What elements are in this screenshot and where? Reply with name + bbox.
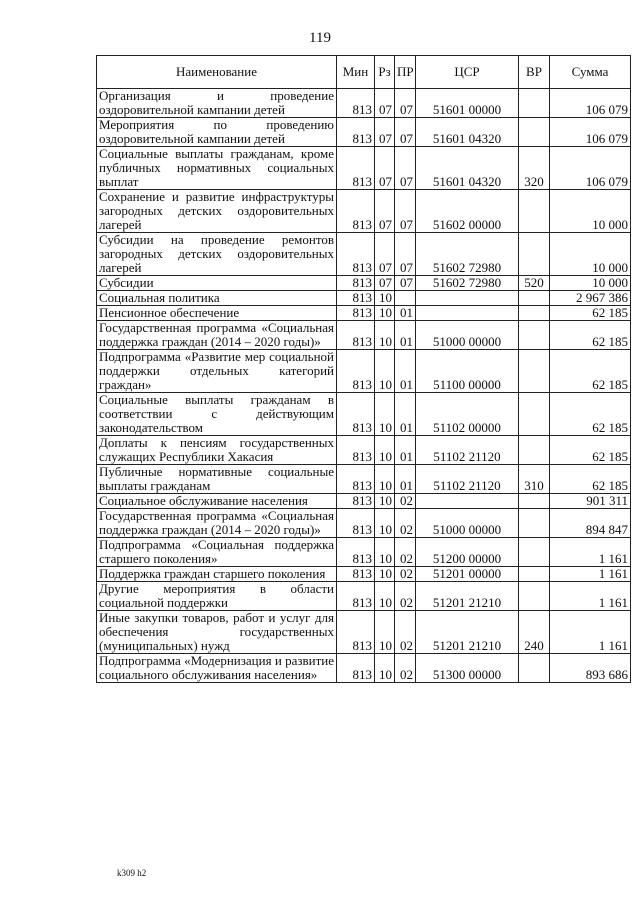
cell-min: 813	[337, 393, 375, 436]
cell-vr: 520	[519, 276, 550, 291]
cell-csr	[416, 494, 519, 509]
cell-min: 813	[337, 654, 375, 683]
cell-pr: 02	[395, 538, 416, 567]
cell-rz: 10	[375, 567, 395, 582]
cell-name: Социальная политика	[97, 291, 337, 306]
cell-rz: 10	[375, 350, 395, 393]
col-header-pr: ПР	[395, 56, 416, 89]
cell-min: 813	[337, 233, 375, 276]
cell-csr: 51601 00000	[416, 89, 519, 118]
cell-pr: 02	[395, 582, 416, 611]
cell-sum: 2 967 386	[550, 291, 631, 306]
cell-min: 813	[337, 118, 375, 147]
cell-sum: 1 161	[550, 582, 631, 611]
cell-rz: 10	[375, 436, 395, 465]
cell-csr: 51601 04320	[416, 147, 519, 190]
cell-name: Социальное обслуживание населения	[97, 494, 337, 509]
cell-vr	[519, 436, 550, 465]
cell-name: Другие мероприятия в области социальной поддержки	[97, 582, 337, 611]
cell-name: Иные закупки товаров, работ и услуг для обеспечения государственных (муниципальных) нужд	[97, 611, 337, 654]
cell-csr: 51102 21120	[416, 465, 519, 494]
cell-pr: 02	[395, 567, 416, 582]
cell-rz: 07	[375, 118, 395, 147]
cell-pr: 02	[395, 494, 416, 509]
cell-csr: 51102 00000	[416, 393, 519, 436]
cell-pr: 07	[395, 89, 416, 118]
col-header-csr: ЦСР	[416, 56, 519, 89]
cell-sum: 1 161	[550, 567, 631, 582]
cell-vr	[519, 393, 550, 436]
cell-pr: 07	[395, 276, 416, 291]
cell-csr	[416, 306, 519, 321]
cell-rz: 10	[375, 509, 395, 538]
cell-sum: 10 000	[550, 276, 631, 291]
cell-csr: 51100 00000	[416, 350, 519, 393]
table-row	[97, 393, 631, 436]
col-header-min: Мин	[337, 56, 375, 89]
cell-sum: 901 311	[550, 494, 631, 509]
cell-vr	[519, 190, 550, 233]
cell-pr: 01	[395, 393, 416, 436]
cell-pr: 02	[395, 654, 416, 683]
cell-name: Подпрограмма «Развитие мер социальной поддержки отдельных категорий граждан»	[97, 350, 337, 393]
cell-vr	[519, 306, 550, 321]
col-header-name: Наименование	[97, 56, 337, 89]
cell-pr: 01	[395, 350, 416, 393]
cell-min: 813	[337, 494, 375, 509]
page-number: 119	[309, 30, 331, 46]
cell-vr	[519, 538, 550, 567]
cell-sum: 62 185	[550, 436, 631, 465]
cell-name: Сохранение и развитие инфраструктуры загородных детских оздоровительных лагерей	[97, 190, 337, 233]
table-row	[97, 567, 631, 582]
cell-name: Государственная программа «Социальная поддержка граждан (2014 – 2020 годы)»	[97, 321, 337, 350]
col-header-vr: ВР	[519, 56, 550, 89]
table-row	[97, 509, 631, 538]
cell-rz: 10	[375, 654, 395, 683]
cell-name: Социальные выплаты гражданам, кроме публичных нормативных социальных выплат	[97, 147, 337, 190]
cell-min: 813	[337, 276, 375, 291]
cell-pr: 07	[395, 190, 416, 233]
cell-rz: 10	[375, 393, 395, 436]
cell-min: 813	[337, 582, 375, 611]
cell-csr: 51602 72980	[416, 276, 519, 291]
cell-rz: 07	[375, 233, 395, 276]
cell-sum: 62 185	[550, 465, 631, 494]
cell-vr	[519, 321, 550, 350]
cell-pr: 01	[395, 306, 416, 321]
cell-name: Социальные выплаты гражданам в соответствии с действующим законодательством	[97, 393, 337, 436]
table-row	[97, 654, 631, 683]
cell-vr	[519, 118, 550, 147]
col-header-rz: Рз	[375, 56, 395, 89]
table-row	[97, 350, 631, 393]
cell-pr: 02	[395, 509, 416, 538]
cell-pr: 01	[395, 321, 416, 350]
table-row	[97, 118, 631, 147]
cell-csr: 51000 00000	[416, 321, 519, 350]
cell-name: Мероприятия по проведению оздоровительной кампании детей	[97, 118, 337, 147]
table-body	[97, 89, 631, 683]
cell-min: 813	[337, 147, 375, 190]
cell-rz: 10	[375, 611, 395, 654]
cell-csr: 51601 04320	[416, 118, 519, 147]
cell-sum: 106 079	[550, 89, 631, 118]
cell-rz: 10	[375, 306, 395, 321]
cell-name: Организация и проведение оздоровительной кампании детей	[97, 89, 337, 118]
table-row	[97, 233, 631, 276]
table-row	[97, 611, 631, 654]
cell-rz: 10	[375, 494, 395, 509]
cell-min: 813	[337, 190, 375, 233]
table-row	[97, 89, 631, 118]
cell-name: Доплаты к пенсиям государственных служащих Республики Хакасия	[97, 436, 337, 465]
cell-csr: 51201 21210	[416, 582, 519, 611]
cell-csr: 51102 21120	[416, 436, 519, 465]
cell-vr	[519, 494, 550, 509]
table-row	[97, 306, 631, 321]
cell-vr	[519, 654, 550, 683]
cell-csr: 51000 00000	[416, 509, 519, 538]
cell-min: 813	[337, 321, 375, 350]
cell-csr: 51200 00000	[416, 538, 519, 567]
cell-name: Государственная программа «Социальная поддержка граждан (2014 – 2020 годы)»	[97, 509, 337, 538]
cell-min: 813	[337, 306, 375, 321]
cell-name: Пенсионное обеспечение	[97, 306, 337, 321]
budget-table	[96, 55, 631, 683]
cell-vr	[519, 291, 550, 306]
cell-vr: 310	[519, 465, 550, 494]
cell-sum: 893 686	[550, 654, 631, 683]
cell-sum: 1 161	[550, 538, 631, 567]
cell-min: 813	[337, 89, 375, 118]
cell-rz: 07	[375, 276, 395, 291]
cell-rz: 10	[375, 538, 395, 567]
cell-rz: 07	[375, 147, 395, 190]
cell-csr: 51602 00000	[416, 190, 519, 233]
cell-sum: 62 185	[550, 350, 631, 393]
cell-csr: 51300 00000	[416, 654, 519, 683]
cell-pr: 07	[395, 118, 416, 147]
cell-min: 813	[337, 350, 375, 393]
cell-vr	[519, 567, 550, 582]
cell-vr	[519, 509, 550, 538]
cell-min: 813	[337, 509, 375, 538]
table-row	[97, 465, 631, 494]
table-row	[97, 147, 631, 190]
cell-min: 813	[337, 611, 375, 654]
cell-vr	[519, 582, 550, 611]
table-row	[97, 494, 631, 509]
cell-sum: 62 185	[550, 306, 631, 321]
table-row	[97, 190, 631, 233]
table-row	[97, 291, 631, 306]
cell-name: Подпрограмма «Социальная поддержка старшего поколения»	[97, 538, 337, 567]
cell-pr: 02	[395, 611, 416, 654]
col-header-sum: Сумма	[550, 56, 631, 89]
cell-csr	[416, 291, 519, 306]
cell-name: Поддержка граждан старшего поколения	[97, 567, 337, 582]
cell-sum: 10 000	[550, 190, 631, 233]
cell-sum: 62 185	[550, 321, 631, 350]
cell-sum: 1 161	[550, 611, 631, 654]
cell-min: 813	[337, 538, 375, 567]
cell-vr	[519, 89, 550, 118]
cell-sum: 62 185	[550, 393, 631, 436]
cell-pr	[395, 291, 416, 306]
cell-rz: 10	[375, 321, 395, 350]
table-row	[97, 276, 631, 291]
table-row	[97, 538, 631, 567]
cell-vr	[519, 350, 550, 393]
cell-rz: 07	[375, 89, 395, 118]
cell-rz: 10	[375, 582, 395, 611]
cell-min: 813	[337, 436, 375, 465]
table-header	[97, 56, 631, 89]
cell-vr: 240	[519, 611, 550, 654]
cell-csr: 51201 00000	[416, 567, 519, 582]
cell-name: Подпрограмма «Модернизация и развитие социального обслуживания населения»	[97, 654, 337, 683]
table-row	[97, 436, 631, 465]
cell-pr: 01	[395, 436, 416, 465]
cell-vr: 320	[519, 147, 550, 190]
footer-code: k309 h2	[117, 868, 147, 878]
cell-pr: 07	[395, 233, 416, 276]
cell-rz: 10	[375, 291, 395, 306]
cell-name: Субсидии	[97, 276, 337, 291]
cell-pr: 07	[395, 147, 416, 190]
cell-sum: 106 079	[550, 147, 631, 190]
cell-name: Публичные нормативные социальные выплаты гражданам	[97, 465, 337, 494]
table-row	[97, 582, 631, 611]
cell-csr: 51602 72980	[416, 233, 519, 276]
cell-rz: 10	[375, 465, 395, 494]
table-row	[97, 321, 631, 350]
cell-csr: 51201 21210	[416, 611, 519, 654]
cell-sum: 106 079	[550, 118, 631, 147]
cell-sum: 894 847	[550, 509, 631, 538]
cell-name: Субсидии на проведение ремонтов загородных детских оздоровительных лагерей	[97, 233, 337, 276]
cell-min: 813	[337, 465, 375, 494]
cell-min: 813	[337, 291, 375, 306]
cell-min: 813	[337, 567, 375, 582]
cell-vr	[519, 233, 550, 276]
cell-pr: 01	[395, 465, 416, 494]
cell-rz: 07	[375, 190, 395, 233]
cell-sum: 10 000	[550, 233, 631, 276]
